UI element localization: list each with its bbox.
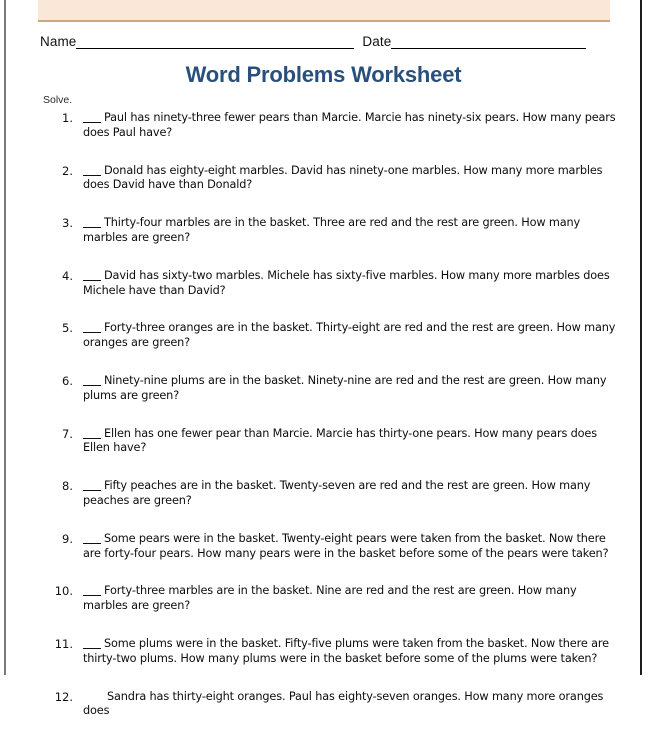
problem-sentence: Ellen has one fewer pear than Marcie. Marcie has thirty-one pears. How many pears does Ellen have? (83, 426, 597, 455)
problem-body (73, 216, 618, 246)
problem-text (83, 216, 618, 246)
answer-blank[interactable] (83, 543, 101, 544)
problem-item (43, 216, 618, 246)
window-right-border (640, 0, 642, 675)
problem-sentence: Paul has ninety-three fewer pears than Marcie. Marcie has ninety-six pears. How many pears does Paul have? (83, 111, 616, 139)
header-color-band (38, 0, 610, 22)
problem-body (73, 269, 618, 299)
window-left-border (4, 0, 6, 675)
worksheet-page (7, 0, 640, 718)
problem-text (83, 637, 618, 667)
problem-number: 11. (54, 636, 73, 651)
problem-list (43, 111, 618, 742)
answer-blank[interactable] (83, 280, 101, 281)
problem-body (73, 584, 618, 614)
problem-body (73, 532, 618, 562)
problem-number: 10. (54, 584, 73, 599)
problem-text (83, 479, 618, 509)
problem-item (43, 584, 618, 614)
name-date-row (40, 29, 618, 49)
name-input-line[interactable] (76, 34, 354, 49)
answer-blank[interactable] (83, 122, 101, 123)
problem-text (83, 427, 618, 457)
problem-number: 12. (54, 689, 73, 704)
problem-text (83, 532, 618, 562)
problem-sentence: Some pears were in the basket. Twenty-eight pears were taken from the basket. Now there are forty-four pears. How many pears were in the basket before some of the pears were taken? (83, 531, 609, 560)
problem-body (73, 690, 618, 720)
problem-item (43, 690, 618, 720)
date-input-line[interactable] (391, 34, 586, 49)
problem-sentence: David has sixty-two marbles. Michele has sixty-five marbles. How many more marbles does Michele have than David? (83, 268, 610, 297)
problem-text (83, 584, 618, 614)
problem-number: 3. (62, 216, 73, 231)
answer-blank[interactable] (83, 227, 101, 228)
problem-sentence: Donald has eighty-eight marbles. David has ninety-one marbles. How many more marbles does David have than Donald? (83, 163, 603, 192)
problem-item (43, 374, 618, 404)
problem-body (73, 427, 618, 457)
problem-item (43, 532, 618, 562)
answer-blank[interactable] (83, 595, 101, 596)
problem-sentence: Fifty peaches are in the basket. Twenty-seven are red and the rest are green. How many peaches are green? (83, 479, 591, 507)
problem-number: 1. (62, 111, 73, 125)
problem-number: 5. (62, 321, 73, 336)
answer-blank[interactable] (83, 332, 101, 333)
problem-body (73, 321, 618, 351)
problem-sentence: Forty-three oranges are in the basket. Thirty-eight are red and the rest are green. How many oranges are green? (83, 321, 616, 350)
name-label: Name (40, 34, 77, 49)
date-label: Date (362, 34, 392, 49)
problem-item (43, 479, 618, 509)
problem-number: 9. (62, 531, 73, 546)
problem-item (43, 111, 618, 141)
problem-text (83, 690, 618, 720)
problem-item (43, 321, 618, 351)
instruction-text: Solve. (43, 94, 73, 106)
problem-number: 2. (62, 163, 73, 178)
answer-blank[interactable] (83, 438, 101, 439)
problem-body (73, 479, 618, 509)
problem-sentence: Forty-three marbles are in the basket. Nine are red and the rest are green. How many marbles are green? (83, 584, 577, 613)
problem-body (73, 164, 618, 194)
answer-blank[interactable] (83, 490, 101, 491)
problem-sentence: Thirty-four marbles are in the basket. Three are red and the rest are green. How many marbles are green? (83, 216, 581, 244)
problem-number: 4. (62, 268, 73, 283)
problem-item (43, 164, 618, 194)
problem-sentence: Some plums were in the basket. Fifty-five plums were taken from the basket. Now there are thirty-two plums. How many plums were in the basket before some of the plums were taken? (83, 636, 609, 665)
problem-sentence: Ninety-nine plums are in the basket. Ninety-nine are red and the rest are green. How many plums are green? (83, 373, 607, 402)
problem-number: 7. (62, 426, 73, 441)
answer-blank[interactable] (83, 175, 101, 176)
problem-item (43, 427, 618, 457)
answer-blank[interactable] (83, 385, 101, 386)
problem-item (43, 637, 618, 667)
problem-body (73, 637, 618, 667)
problem-text (83, 321, 618, 351)
problem-number: 6. (62, 373, 73, 388)
problem-sentence: Sandra has thirty-eight oranges. Paul has eighty-seven oranges. How many more oranges does (83, 689, 604, 718)
problem-number: 8. (62, 479, 73, 494)
answer-blank[interactable] (83, 648, 101, 649)
problem-text (83, 164, 618, 194)
problem-body (73, 111, 618, 141)
problem-text (83, 269, 618, 299)
page-title: Word Problems Worksheet (185, 62, 462, 87)
problem-text (83, 374, 618, 404)
problem-text (83, 111, 618, 141)
problem-item (43, 269, 618, 299)
problem-body (73, 374, 618, 404)
